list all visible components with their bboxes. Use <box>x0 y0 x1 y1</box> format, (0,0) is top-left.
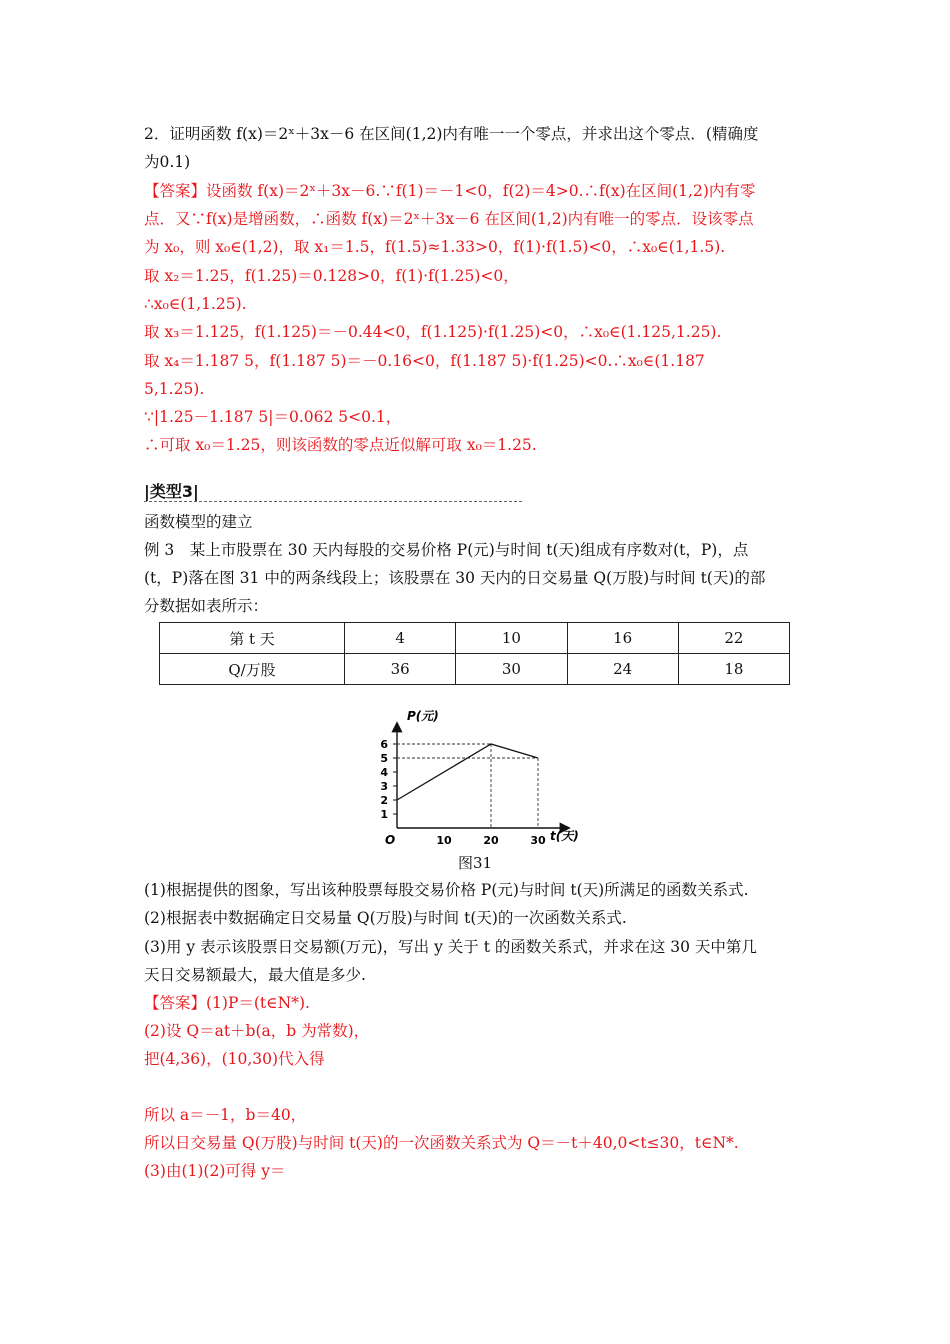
answer2-line-8: 5,1.25). <box>144 380 205 398</box>
answer2-line-1: 【答案】设函数 f(x)＝2ˣ＋3x－6.∵f(1)＝－1<0，f(2)＝4>0.∴f(x)在区间(1,2)内有零 <box>144 182 756 200</box>
answer2-line-7: 取 x₄＝1.187 5，f(1.187 5)＝－0.16<0，f(1.187 5)·f(1.25)<0.∴x₀∈(1.187 <box>144 352 705 370</box>
y-tick-label: 1 <box>380 808 388 821</box>
answer3-line-1: 【答案】(1)P＝(t∈N*). <box>144 994 310 1012</box>
section-subtitle: 函数模型的建立 <box>144 513 253 531</box>
y-tick-label: 6 <box>380 738 388 751</box>
table-cell: 第 t 天 <box>160 623 345 654</box>
problem2-line-1: 2．证明函数 f(x)＝2ˣ＋3x－6 在区间(1,2)内有唯一一个零点，并求出这个零点．(精确度 <box>144 125 759 143</box>
answer3-line-6: (3)由(1)(2)可得 y＝ <box>144 1162 286 1180</box>
question-2: (2)根据表中数据确定日交易量 Q(万股)与时间 t(天)的一次函数关系式. <box>144 909 627 927</box>
example3-line-2: (t，P)落在图 31 中的两条线段上；该股票在 30 天内的日交易量 Q(万股)与时间 t(天)的部 <box>144 569 766 587</box>
x-tick-label: 10 <box>436 834 452 847</box>
answer3-line-3: 把(4,36)，(10,30)代入得 <box>144 1050 325 1068</box>
answer2-line-10: ∴可取 x₀＝1.25，则该函数的零点近似解可取 x₀＝1.25. <box>144 436 537 454</box>
example3-line-1: 例 3 某上市股票在 30 天内每股的交易价格 P(元)与时间 t(天)组成有序数对(t，P)，点 <box>144 541 749 559</box>
y-tick-label: 2 <box>380 794 388 807</box>
answer2-line-9: ∵|1.25－1.187 5|＝0.062 5<0.1， <box>144 408 402 426</box>
problem2-line-2: 为0.1) <box>144 153 191 171</box>
table-cell: 22 <box>678 623 789 654</box>
figure-caption: 图31 <box>458 854 493 872</box>
section-divider <box>144 501 522 502</box>
table-row <box>160 623 790 654</box>
y-tick-label: 5 <box>380 752 388 765</box>
answer2-line-3: 为 x₀，则 x₀∈(1,2)，取 x₁＝1.5，f(1.5)≈1.33>0，f(1)·f(1.5)<0，∴x₀∈(1,1.5). <box>144 238 726 256</box>
answer2-line-5: ∴x₀∈(1,1.25). <box>144 295 247 313</box>
x-tick-label: 20 <box>483 834 499 847</box>
table-cell: 30 <box>456 654 567 685</box>
table-cell: 16 <box>567 623 678 654</box>
x-tick-label: 30 <box>530 834 546 847</box>
table-cell: 36 <box>345 654 456 685</box>
table-row <box>160 654 790 685</box>
price-graph <box>370 706 579 847</box>
series-line-P <box>397 744 538 800</box>
y-tick-label: 4 <box>380 766 388 779</box>
question-3-line-2: 天日交易额最大，最大值是多少. <box>144 966 366 984</box>
table-cell: Q/万股 <box>160 654 345 685</box>
section-heading: |类型3| <box>144 482 199 501</box>
table-cell: 24 <box>567 654 678 685</box>
example3-line-3: 分数据如表所示： <box>144 597 269 615</box>
answer3-line-4: 所以 a＝－1，b＝40， <box>144 1106 307 1124</box>
table-cell: 18 <box>678 654 789 685</box>
x-axis-label: t(天) <box>550 829 579 843</box>
table-cell: 10 <box>456 623 567 654</box>
answer3-line-2: (2)设 Q＝at＋b(a，b 为常数)， <box>144 1022 370 1040</box>
answer2-line-4: 取 x₂＝1.25，f(1.25)＝0.128>0，f(1)·f(1.25)<0， <box>144 267 519 285</box>
question-3-line-1: (3)用 y 表示该股票日交易额(万元)，写出 y 关于 t 的函数关系式，并求在这 30 天中第几 <box>144 938 757 956</box>
volume-table <box>159 622 790 685</box>
answer2-line-2: 点．又∵f(x)是增函数，∴函数 f(x)＝2ˣ＋3x－6 在区间(1,2)内有唯一的零点．设该零点 <box>144 210 754 228</box>
answer2-line-6: 取 x₃＝1.125，f(1.125)＝－0.44<0，f(1.125)·f(1.25)<0，∴x₀∈(1.125,1.25). <box>144 323 722 341</box>
answer3-line-5: 所以日交易量 Q(万股)与时间 t(天)的一次函数关系式为 Q＝－t＋40,0<t≤30，t∈N*. <box>144 1134 739 1152</box>
y-axis-label: P(元) <box>407 709 439 723</box>
question-1: (1)根据提供的图象，写出该种股票每股交易价格 P(元)与时间 t(天)所满足的函数关系式. <box>144 881 749 899</box>
origin-label: O <box>385 833 396 847</box>
table-cell: 4 <box>345 623 456 654</box>
y-tick-label: 3 <box>380 780 388 793</box>
